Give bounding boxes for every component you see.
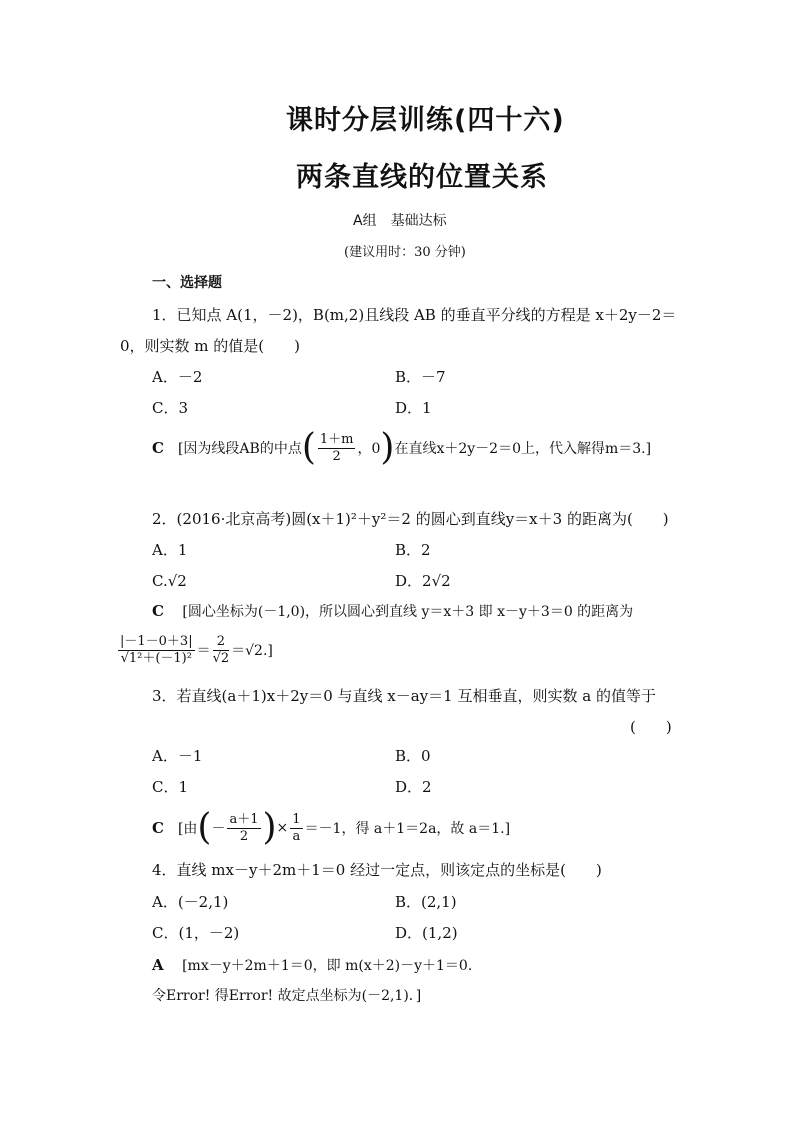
section-heading: 一、选择题 [152,275,222,291]
q3-option-a: A．－1 [152,747,203,765]
q1-answer-letter: C [152,439,164,457]
q1-fraction [318,432,356,465]
fraction-denominator: 2 [239,828,249,844]
page-title: 课时分层训练(四十六) [286,105,565,136]
page-subtitle: 两条直线的位置关系 [296,162,548,193]
fraction-denominator: √1²＋(－1)² [120,650,192,666]
left-paren: ( [301,427,316,468]
q3-option-c: C．1 [152,778,189,796]
q2-answer-letter: C [152,602,164,620]
fraction-numerator: |－1－0＋3| [120,633,193,649]
q4-option-d: D．(1,2) [395,924,458,942]
times-sign: × [276,820,289,836]
q1-answer-post: 在直线x＋2y－2＝0上，代入解得m＝3.] [394,441,652,457]
time-note: (建议用时：30 分钟) [344,245,466,260]
q2-fraction-simplified [213,634,230,667]
q1-option-c: C．3 [152,399,189,417]
right-paren: ) [380,427,395,468]
equals-sign: ＝ [196,643,211,659]
q3-option-d: D．2 [395,778,432,796]
q2-fraction-distance [118,634,195,667]
q3-fraction-slope1 [227,812,260,845]
fraction-denominator: a [292,828,301,844]
fraction-denominator: 2 [332,448,341,464]
fraction-numerator: 2 [213,634,230,651]
minus-sign: － [211,821,226,837]
fraction-numerator: 1 [292,811,301,827]
right-paren: ) [262,807,277,848]
q4-answer-letter: A [152,956,164,974]
q3-fraction-slope2 [290,812,302,845]
q3-answer-pre: [由 [177,821,198,837]
q3-option-b: B．0 [395,747,431,765]
q4-answer-text: [mx－y＋2m＋1＝0，即 m(x＋2)－y＋1＝0. [182,958,473,974]
q1-option-d: D．1 [395,399,432,417]
q1-stem-line1: 1．已知点 A(1，－2)，B(m,2)且线段 AB 的垂直平分线的方程是 x＋2y－2＝ [152,306,677,324]
q2-option-d: D．2√2 [395,572,451,590]
q3-answer-letter: C [152,819,164,837]
q3-stem: 3．若直线(a＋1)x＋2y＝0 与直线 x－ay＝1 互相垂直，则实数 a 的值等于 [152,687,656,705]
q4-answer-line1 [152,955,472,975]
q4-option-b: B．(2,1) [395,893,457,911]
q1-stem-line2: 0，则实数 m 的值是( ) [120,337,301,355]
q4-option-c: C．(1，－2) [152,924,240,942]
fraction-numerator: 1＋m [319,431,354,447]
q3-answer-post: ＝－1，得 a＋1＝2a，故 a＝1.] [304,821,511,837]
q4-stem: 4．直线 mx－y＋2m＋1＝0 经过一定点，则该定点的坐标是( ) [152,861,602,879]
q4-answer-line2: 令Error! 得Error! 故定点坐标为(－2,1)．] [152,988,422,1004]
fraction-numerator: a＋1 [229,811,259,827]
q2-option-c: C.√2 [152,572,187,590]
left-paren: ( [197,807,212,848]
q1-answer [152,428,651,468]
q1-option-a: A．－2 [152,368,203,386]
q4-option-a: A．(－2,1) [152,893,229,911]
q3-answer-paren: ( ) [630,718,672,736]
q1-answer-pre: [因为线段AB的中点 [177,441,302,457]
q2-stem: 2．(2016·北京高考)圆(x＋1)²＋y²＝2 的圆心到直线y＝x＋3 的距离为( ) [152,510,669,528]
q2-answer-line1 [152,601,633,621]
q2-answer-tail: ＝√2.] [231,643,273,659]
q3-answer [152,808,510,848]
fraction-denominator: √2 [212,650,230,666]
group-label: A组 基础达标 [353,213,447,229]
q1-option-b: B．－7 [395,368,446,386]
q2-option-a: A．1 [152,541,188,559]
q2-answer-text: [圆心坐标为(－1,0)，所以圆心到直线 y＝x＋3 即 x－y＋3＝0 的距离为 [182,604,634,620]
q1-answer-mid: ，0 [357,441,381,457]
q2-option-b: B．2 [395,541,431,559]
q2-answer-line2 [118,630,273,670]
